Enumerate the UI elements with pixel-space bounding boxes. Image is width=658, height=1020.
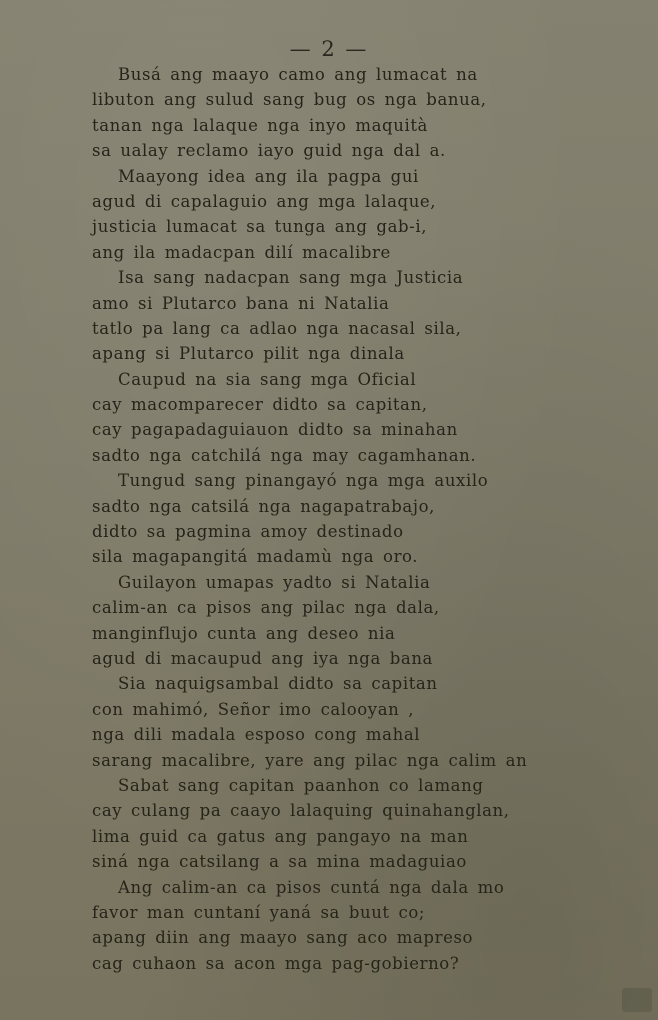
text-line: Guilayon umapas yadto si Natalia: [118, 572, 431, 592]
text-line: con mahimó, Señor imo calooyan ,: [92, 699, 415, 719]
text-line: agud di macaupud ang iya nga bana: [92, 648, 433, 668]
text-line: apang diin ang maayo sang aco mapreso: [92, 928, 474, 948]
text-line: Isa sang nadacpan sang mga Justicia: [118, 268, 464, 288]
text-line: sadto nga catsilá nga nagapatrabajo,: [92, 496, 435, 516]
text-line: lima guid ca gatus ang pangayo na man: [92, 826, 469, 846]
text-line: nga dili madala esposo cong mahal: [92, 725, 421, 745]
text-line: sadto nga catchilá nga may cagamhanan.: [92, 445, 477, 465]
text-line: amo si Plutarco bana ni Natalia: [92, 293, 390, 313]
text-line: Tungud sang pinangayó nga mga auxilo: [118, 471, 489, 491]
page-number: — 2 —: [289, 37, 369, 61]
text-line: apang si Plutarco pilit nga dinala: [92, 344, 405, 364]
text-line: siná nga catsilang a sa mina madaguiao: [92, 852, 467, 872]
text-line: ang ila madacpan dilí macalibre: [92, 242, 391, 262]
text-line: Sabat sang capitan paanhon co lamang: [118, 775, 484, 795]
text-line: Busá ang maayo camo ang lumacat na: [118, 65, 478, 84]
text-line: manginflujo cunta ang deseo nia: [92, 623, 396, 643]
text-line: calim-an ca pisos ang pilac nga dala,: [92, 598, 440, 618]
text-line: libuton ang sulud sang bug os nga banua,: [92, 90, 487, 110]
text-line: tanan nga lalaque nga inyo maquità: [92, 115, 428, 135]
text-line: sarang macalibre, yare ang pilac nga calim an: [92, 750, 528, 770]
text-line: cay macomparecer didto sa capitan,: [92, 395, 428, 415]
text-line: cay culang pa caayo lalaquing quinahanglan,: [92, 801, 510, 821]
poem-text-block: [92, 62, 612, 976]
text-line: Maayong idea ang ila pagpa gui: [118, 166, 419, 186]
text-line: justicia lumacat sa tunga ang gab-i,: [92, 217, 428, 237]
text-line: agud di capalaguio ang mga lalaque,: [92, 191, 437, 211]
text-line: sila magapangitá madamù nga oro.: [92, 547, 419, 567]
text-line: sa ualay reclamo iayo guid nga dal a.: [92, 141, 446, 161]
text-line: cag cuhaon sa acon mga pag-gobierno?: [92, 953, 460, 973]
text-line: cay pagapadaguiauon didto sa minahan: [92, 420, 458, 440]
text-line: tatlo pa lang ca adlao nga nacasal sila,: [92, 318, 462, 338]
text-line: Ang calim-an ca pisos cuntá nga dala mo: [118, 877, 505, 897]
text-line: didto sa pagmina amoy destinado: [92, 522, 404, 542]
text-line: Sia naquigsambal didto sa capitan: [118, 674, 438, 694]
text-line: favor man cuntaní yaná sa buut co;: [92, 902, 426, 922]
corner-smudge: [622, 988, 652, 1012]
text-line: Caupud na sia sang mga Oficial: [118, 369, 417, 389]
